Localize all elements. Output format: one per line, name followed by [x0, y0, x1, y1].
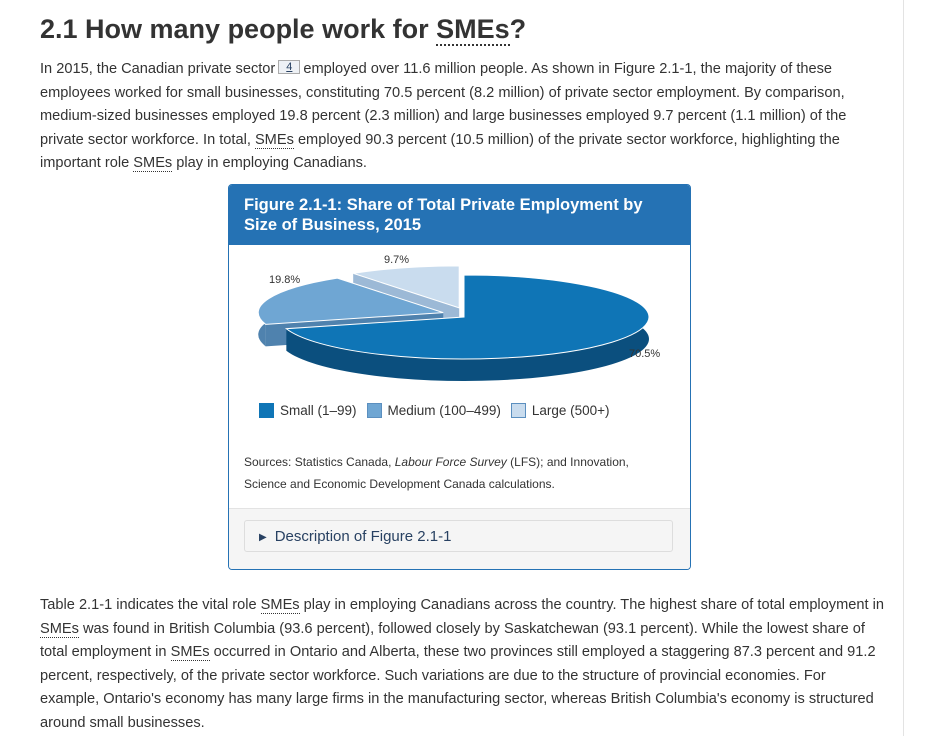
legend-item-medium [367, 403, 501, 418]
legend-swatch-large [511, 403, 526, 418]
abbr-smes[interactable]: SMEs [133, 155, 173, 171]
legend-item-large [511, 403, 610, 418]
para1-text-4: play in employing Canadians. [176, 155, 367, 171]
sources-text-2: (LFS); and Innovation, Science and Economic Development Canada calculations. [244, 455, 629, 491]
figure-sources [244, 451, 674, 495]
sources-text-1: Sources: Statistics Canada, [244, 455, 392, 469]
para1-text-1: In 2015, the Canadian private sector [40, 61, 276, 77]
data-label-large: 9.7% [384, 254, 410, 266]
table-paragraph [40, 594, 885, 735]
para2-text-3: was found in British Columbia (93.6 percent), followed closely by Saskatchewan (93.1 percent). While the lowest share of total employment in [40, 620, 865, 660]
description-toggle[interactable] [244, 520, 673, 552]
expand-triangle-icon: ▶ [259, 532, 267, 543]
heading-text: 2.1 How many people work for [40, 14, 437, 44]
abbr-smes[interactable]: SMEs [40, 620, 79, 637]
para1-text-3: employed 90.3 percent (10.5 million) of the private sector workforce, highlighting the important role [40, 131, 840, 171]
data-label-medium: 19.8% [269, 274, 301, 286]
figure-title: Figure 2.1-1: Share of Total Private Employment by Size of Business, 2015 [229, 185, 690, 245]
figure-footer [229, 508, 690, 570]
data-label-small: 70.5% [629, 348, 661, 360]
abbr-smes[interactable]: SMEs [254, 131, 294, 148]
section-heading [40, 14, 526, 45]
description-label: Description of Figure 2.1-1 [274, 528, 452, 545]
legend-swatch-small [259, 403, 274, 418]
legend-label-small: Small (1–99) [280, 403, 357, 418]
footnote-link[interactable]: 4 [278, 60, 300, 74]
para2-text-2: play in employing Canadians across the country. The highest share of total employment in [303, 597, 884, 613]
figure-panel [228, 184, 691, 570]
chart-legend [259, 403, 620, 418]
abbr-smes[interactable]: SMEs [260, 597, 300, 613]
legend-item-small [259, 403, 357, 418]
para2-text-4: occurred in Ontario and Alberta, these two provinces still employed a staggering 87.3 percent and 91.2 percent, respectively, of the private sector workforce. Such variations are due to the structure of provincial economies. For example, Ontario's economy has many large firms in the manufacturing sector, whereas British Columbia's economy is structured around small businesses. [40, 644, 876, 731]
intro-paragraph [40, 58, 885, 176]
para2-text-1: Table 2.1-1 indicates the vital role [40, 597, 257, 613]
sources-title: Labour Force Survey [394, 455, 507, 469]
para1-text-2: employed over 11.6 million people. As shown in Figure 2.1-1, the majority of these employees worked for small businesses, constituting 70.5 percent (8.2 million) of private sector employment. By comparison, medium-sized businesses employed 19.8 percent (2.3 million) and large businesses employed 9.7 percent (1.1 million) of the private sector workforce. In total, [40, 61, 847, 148]
legend-label-large: Large (500+) [531, 403, 610, 418]
abbr-smes[interactable]: SMEs [170, 644, 210, 660]
legend-swatch-medium [367, 403, 382, 418]
heading-abbr-smes[interactable]: SMEs [436, 14, 510, 44]
page-right-border [903, 0, 904, 736]
legend-label-medium: Medium (100–499) [387, 403, 501, 418]
heading-suffix: ? [509, 14, 527, 44]
